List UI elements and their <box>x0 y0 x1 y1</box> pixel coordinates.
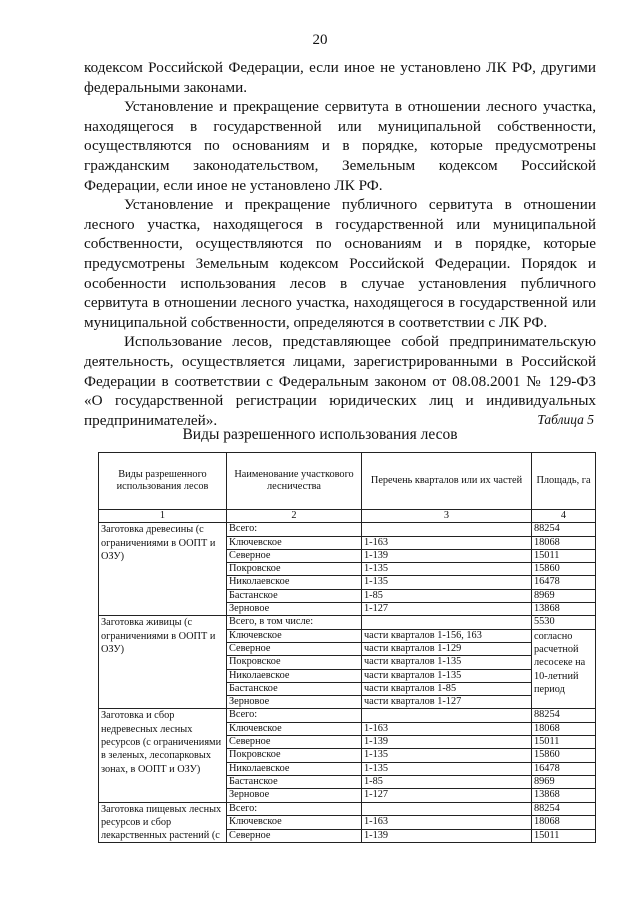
area-cell: 15860 <box>532 563 596 576</box>
table-row <box>99 523 596 536</box>
forestry-cell: Бастанское <box>227 682 362 695</box>
table-header-row <box>99 453 596 510</box>
area-cell: 15011 <box>532 736 596 749</box>
quarters-cell: части кварталов 1-135 <box>362 656 532 669</box>
forestry-cell: Покровское <box>227 563 362 576</box>
area-cell: 88254 <box>532 709 596 722</box>
area-cell: 88254 <box>532 802 596 816</box>
paragraph: кодексом Российской Федерации, если иное не установлено ЛК РФ, другими федеральными законами. <box>84 59 596 96</box>
area-cell: 13868 <box>532 789 596 802</box>
area-cell: 18068 <box>532 816 596 830</box>
quarters-cell: 1-163 <box>362 536 532 549</box>
area-cell: 8969 <box>532 775 596 788</box>
area-cell: 5530 <box>532 616 596 629</box>
header-area: Площадь, га <box>532 453 596 510</box>
quarters-cell: 1-135 <box>362 762 532 775</box>
body-text <box>84 58 596 430</box>
paragraph: Использование лесов, представляющее собой предпринимательскую деятельность, осуществляется лицами, зарегистрированными в Российской Федерации в соответствии с Федеральным законом от 08.08.2001 № 129-ФЗ «О государственной регистрации юридических лиц и индивидуальных предпринимателей». <box>84 333 596 429</box>
quarters-cell: 1-135 <box>362 563 532 576</box>
table-body <box>99 510 596 843</box>
use-kind-cell: Заготовка живицы (с ограничениями в ООПТ и ОЗУ) <box>99 616 227 709</box>
paragraph: Установление и прекращение сервитута в отношении лесного участка, находящегося в государственной или муниципальной собственности, осуществляются по основаниям и в порядке, которые предусмотрены гражданским законодательством, Земельным кодексом Российской Федерации, если иное не установлено ЛК РФ. <box>84 98 596 194</box>
quarters-cell <box>362 523 532 536</box>
column-number: 3 <box>362 510 532 523</box>
forestry-cell: Зерновое <box>227 696 362 709</box>
use-kind-cell: Заготовка пищевых лесных ресурсов и сбор лекарственных растений (с <box>99 802 227 843</box>
forestry-cell: Ключевское <box>227 629 362 642</box>
area-cell: 8969 <box>532 589 596 602</box>
column-number: 4 <box>532 510 596 523</box>
forestry-cell: Ключевское <box>227 816 362 830</box>
quarters-cell: 1-163 <box>362 816 532 830</box>
quarters-cell: части кварталов 1-135 <box>362 669 532 682</box>
area-cell: 16478 <box>532 576 596 589</box>
use-kind-cell: Заготовка и сбор недревесных лесных ресурсов (с ограничениями в зеленых, лесопарковых зонах, в ООПТ и ОЗУ) <box>99 709 227 802</box>
area-cell: 15011 <box>532 829 596 843</box>
forestry-cell: Николаевское <box>227 576 362 589</box>
column-number: 1 <box>99 510 227 523</box>
quarters-cell: 1-139 <box>362 549 532 562</box>
area-cell: 15860 <box>532 749 596 762</box>
page-number: 20 <box>312 32 328 48</box>
header-use-kind: Виды разрешенного использования лесов <box>99 453 227 510</box>
forestry-cell: Бастанское <box>227 589 362 602</box>
forestry-cell: Покровское <box>227 749 362 762</box>
forestry-cell: Зерновое <box>227 789 362 802</box>
quarters-cell: 1-139 <box>362 829 532 843</box>
forestry-cell: Всего: <box>227 709 362 722</box>
area-cell: 18068 <box>532 536 596 549</box>
forestry-cell: Николаевское <box>227 669 362 682</box>
quarters-cell <box>362 709 532 722</box>
forestry-cell: Северное <box>227 736 362 749</box>
area-cell: 16478 <box>532 762 596 775</box>
quarters-cell <box>362 802 532 816</box>
forestry-cell: Зерновое <box>227 603 362 616</box>
forestry-cell: Северное <box>227 829 362 843</box>
quarters-cell: 1-85 <box>362 589 532 602</box>
area-cell: 15011 <box>532 549 596 562</box>
allowed-use-table <box>98 452 596 843</box>
table-row <box>99 616 596 629</box>
forestry-cell: Ключевское <box>227 722 362 735</box>
table-title: Виды разрешенного использования лесов <box>182 426 458 443</box>
area-cell: 18068 <box>532 722 596 735</box>
quarters-cell: 1-139 <box>362 736 532 749</box>
quarters-cell: 1-85 <box>362 775 532 788</box>
quarters-cell: 1-163 <box>362 722 532 735</box>
forestry-cell: Северное <box>227 642 362 655</box>
quarters-cell: 1-127 <box>362 789 532 802</box>
table-row <box>99 802 596 816</box>
area-note-cell: согласно расчетной лесосеке на 10-летний период <box>532 629 596 709</box>
area-cell: 88254 <box>532 523 596 536</box>
forestry-cell: Всего: <box>227 523 362 536</box>
header-quarters: Перечень кварталов или их частей <box>362 453 532 510</box>
quarters-cell: части кварталов 1-127 <box>362 696 532 709</box>
quarters-cell: части кварталов 1-129 <box>362 642 532 655</box>
column-number-row <box>99 510 596 523</box>
use-kind-cell: Заготовка древесины (с ограничениями в ООПТ и ОЗУ) <box>99 523 227 616</box>
table-label: Таблица 5 <box>537 412 594 427</box>
forestry-cell: Покровское <box>227 656 362 669</box>
forestry-cell: Бастанское <box>227 775 362 788</box>
area-cell: 13868 <box>532 603 596 616</box>
quarters-cell: 1-127 <box>362 603 532 616</box>
table-row <box>99 709 596 722</box>
quarters-cell: части кварталов 1-156, 163 <box>362 629 532 642</box>
quarters-cell: 1-135 <box>362 576 532 589</box>
header-forestry: Наименование участкового лесничества <box>227 453 362 510</box>
forestry-cell: Всего, в том числе: <box>227 616 362 629</box>
forestry-cell: Всего: <box>227 802 362 816</box>
quarters-cell <box>362 616 532 629</box>
column-number: 2 <box>227 510 362 523</box>
paragraph: Установление и прекращение публичного сервитута в отношении лесного участка, находящегося в государственной или муниципальной собственности, осуществляются по основаниям и в порядке, которые предусмотрены Земельным кодексом Российской Федерации. Порядок и особенности использования лесов в случае установления публичного сервитута в отношении лесного участка, находящегося в государственной или муниципальной собственности, определяются в соответствии с ЛК РФ. <box>84 196 596 331</box>
quarters-cell: части кварталов 1-85 <box>362 682 532 695</box>
quarters-cell: 1-135 <box>362 749 532 762</box>
forestry-cell: Николаевское <box>227 762 362 775</box>
forestry-cell: Ключевское <box>227 536 362 549</box>
forestry-cell: Северное <box>227 549 362 562</box>
